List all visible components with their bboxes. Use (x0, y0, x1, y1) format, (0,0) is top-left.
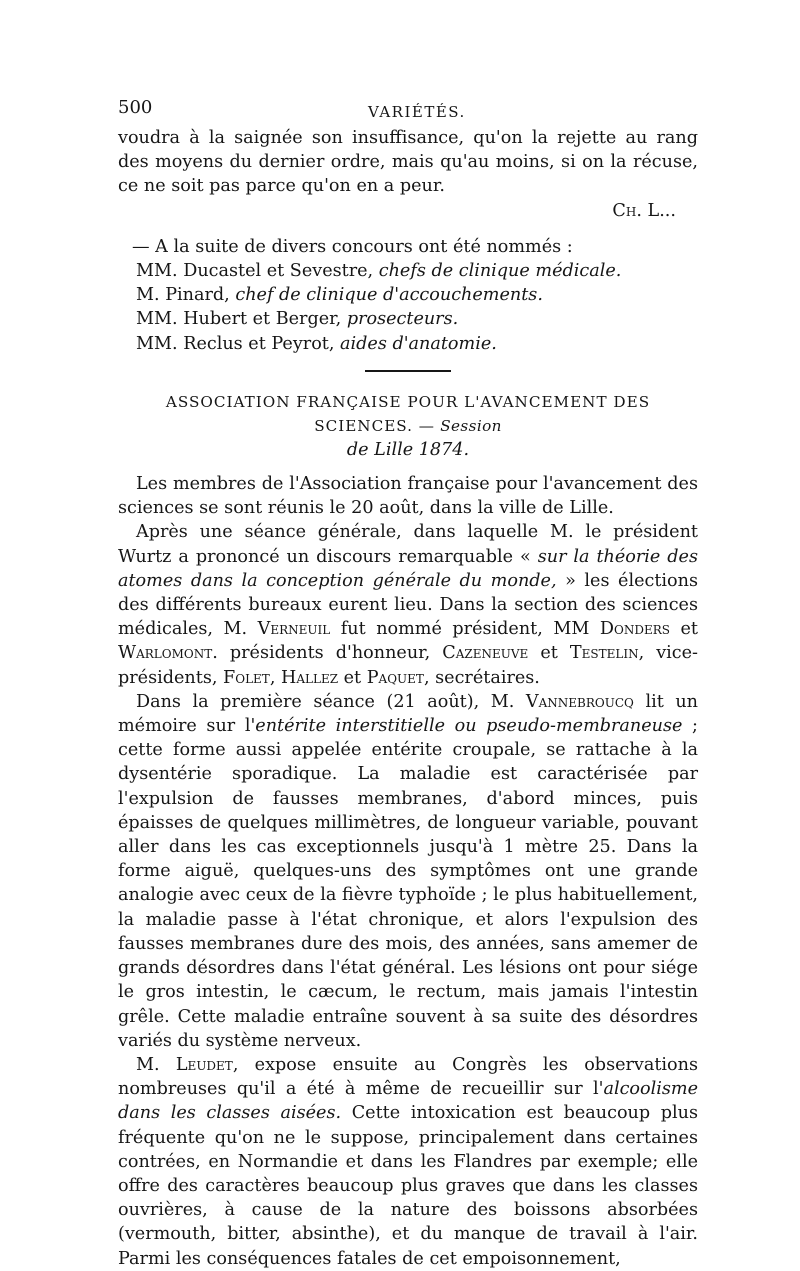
paragraph-4: M. Leudet, expose ensuite au Congrès les observations nombreuses qu'il a été à même de recueillir sur l'alcoolisme dans les classes aisées. Cette intoxication est beaucoup plus fréquente qu'on ne le suppose, principalement dans certaines contrées, en Normandie et dans les Flandres par exemple; elle offre des caractères beaucoup plus graves que dans les classes ouvrières, à cause de la nature des boissons absorbées (vermouth, bitter, absinthe), et du manque de travail à l'air. Parmi les conséquences fatales de cet empoisonnement, (118, 1054, 698, 1269)
section-heading: ASSOCIATION FRANÇAISE POUR L'AVANCEMENT DES SCIENCES. — Session (165, 392, 651, 435)
appointment-role: chef de clinique d'accouchements. (235, 285, 543, 306)
paragraph-1: Les membres de l'Association française pour l'avancement des sciences se sont réunis le 20 août, dans la ville de Lille. (118, 474, 698, 519)
signature-line (118, 199, 698, 223)
appointment-role: chefs de clinique médicale. (378, 261, 622, 282)
page-number: 500 (118, 97, 153, 118)
appointment-item: MM. Reclus et Peyrot, aides d'anatomie. (136, 333, 497, 354)
appointment-item: MM. Hubert et Berger, prosecteurs. (136, 309, 459, 330)
appointments-intro: — A la suite de divers concours ont été nommés : (132, 236, 573, 257)
appointments-list (118, 235, 698, 356)
paragraph-3: Dans la première séance (21 août), M. Vannebroucq lit un mémoire sur l'entérite interstitielle ou pseudo-membraneuse ; cette forme aussi appelée entérite croupale, se rattache à la dysentérie sporadique. La maladie est caractérisée par l'expulsion de fausses membranes, d'abord minces, puis épaisses de quelques millimètres, de longueur variable, pouvant aller dans les cas exceptionnels jusqu'à 1 mètre 25. Dans la forme aiguë, quelques-uns des symptômes ont une grande analogie avec ceux de la fièvre typhoïde ; le plus habituellement, la maladie passe à l'état chronique, et alors l'expulsion des fausses membranes dure des mois, des années, sans amemer de grands désordres dans l'état général. Les lésions ont pour siége le gros intestin, le cæcum, le rectum, mais jamais l'intestin grêle. Cette maladie entraîne souvent à sa suite des désordres variés du système nerveux. (118, 691, 698, 1051)
appointment-item: M. Pinard, chef de clinique d'accouchements. (136, 285, 543, 306)
section-divider (365, 370, 451, 372)
author-signature: Ch. L... (612, 200, 676, 221)
appointment-role: prosecteurs. (346, 309, 459, 330)
section-subheading: de Lille 1874. (346, 439, 470, 460)
running-title: VARIÉTÉS. (368, 103, 466, 121)
book-page (118, 96, 698, 1271)
paragraph-2: Après une séance générale, dans laquelle M. le président Wurtz a prononcé un discours remarquable « sur la théorie des atomes dans la conception générale du monde, » les élections des différents bureaux eurent lieu. Dans la section des sciences médicales, M. Verneuil fut nommé président, MM Donders et Warlomont. présidents d'honneur, Cazeneuve et Testelin, vice-présidents, Folet, Hallez et Paquet, secrétaires. (118, 522, 699, 688)
continuation-paragraph: voudra à la saignée son insuffisance, qu'on la rejette au rang des moyens du dernier ordre, mais qu'au moins, si on la récuse, ce ne soit pas parce qu'on en a peur. (118, 128, 698, 197)
appointment-role: aides d'anatomie. (340, 333, 497, 354)
running-header (118, 96, 698, 122)
appointment-item: MM. Ducastel et Sevestre, chefs de clinique médicale. (136, 261, 622, 282)
